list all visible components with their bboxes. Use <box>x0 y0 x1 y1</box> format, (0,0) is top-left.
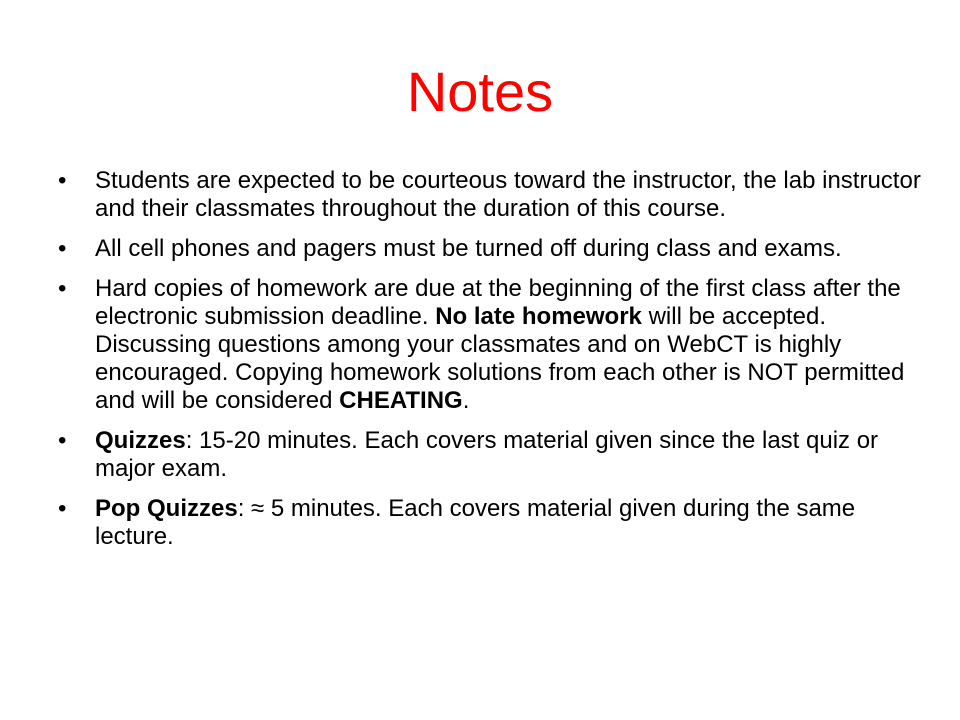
bullet-text-emphasis: CHEATING <box>339 387 463 414</box>
bullet-text: : 15-20 minutes. Each covers material given since the last quiz or major exam. <box>95 427 879 482</box>
bullet-text: will be accepted. Discussing questions among your classmates and on WebCT is highly encouraged. Copying homework solutions from each other is NOT permitted and will be considered <box>95 303 905 414</box>
bullet-text: . <box>462 387 470 414</box>
bullet-icon: • <box>58 235 67 262</box>
slide-title: Notes <box>406 60 554 123</box>
bullet-text: Students are expected to be courteous toward the instructor, the lab instructor and their classmates throughout the duration of this course. <box>95 167 921 222</box>
bullet-item-pop-quizzes <box>58 495 928 551</box>
bullet-item-quizzes <box>58 427 928 483</box>
bullet-list <box>58 167 928 563</box>
bullet-text: Hard copies of homework are due at the beginning of the first class after the electronic submission deadline. <box>95 275 901 330</box>
bullet-icon: • <box>58 427 67 454</box>
bullet-item-phones <box>58 235 928 263</box>
bullet-item-courtesy <box>58 167 928 223</box>
bullet-text-emphasis: No late homework <box>435 303 642 330</box>
bullet-icon: • <box>58 167 67 194</box>
bullet-icon: • <box>58 275 67 302</box>
bullet-item-homework <box>58 275 928 415</box>
bullet-text-emphasis: Quizzes <box>95 427 186 454</box>
bullet-icon: • <box>58 495 67 522</box>
bullet-text: : ≈ 5 minutes. Each covers material given during the same lecture. <box>95 495 856 550</box>
bullet-text: All cell phones and pagers must be turned off during class and exams. <box>95 235 842 262</box>
bullet-text-emphasis: Pop Quizzes <box>95 495 238 522</box>
